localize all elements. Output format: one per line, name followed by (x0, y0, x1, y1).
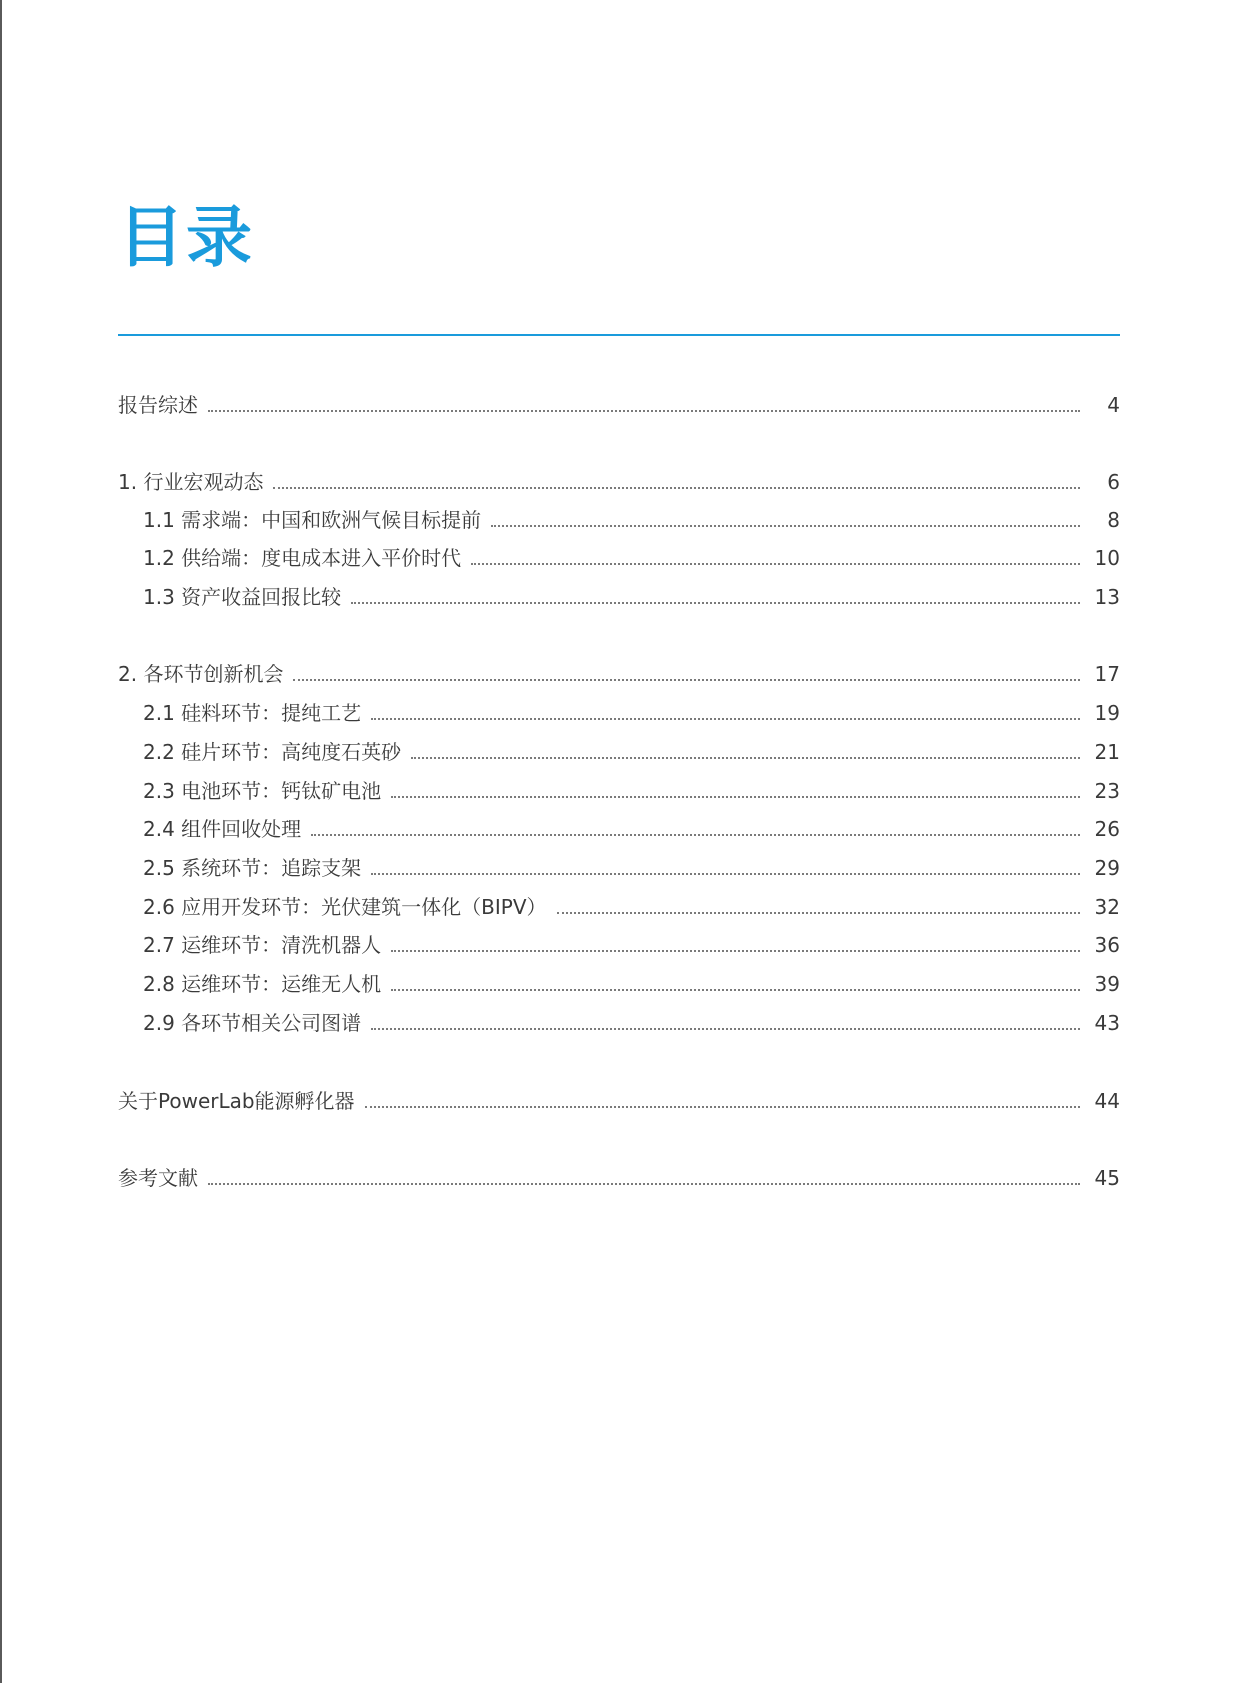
toc-entry-page: 13 (1094, 585, 1120, 609)
toc-entry-label: 2.2 硅片环节：高纯度石英砂 (143, 740, 402, 764)
toc-entry-label: 2.7 运维环节：清洗机器人 (143, 933, 382, 957)
toc-entry-section-2-7[interactable] (143, 930, 1120, 960)
toc-entry-section-2-9[interactable] (143, 1008, 1120, 1038)
page-title: 目录 (118, 199, 254, 276)
toc-leader-dots (371, 718, 1080, 720)
toc-entry-about[interactable] (118, 1086, 1120, 1116)
page-edge-line (0, 0, 2, 1683)
toc-entry-page: 39 (1094, 972, 1120, 996)
toc-leader-dots (491, 525, 1080, 527)
toc-entry-label: 2.9 各环节相关公司图谱 (143, 1011, 362, 1035)
toc-entry-section-1-1[interactable] (143, 505, 1120, 535)
toc-entry-references[interactable] (118, 1163, 1120, 1193)
toc-leader-dots (293, 679, 1080, 681)
toc-entry-page: 17 (1094, 662, 1120, 686)
toc-entry-page: 45 (1094, 1166, 1120, 1190)
toc-entry-label: 2.4 组件回收处理 (143, 817, 302, 841)
toc-leader-dots (391, 796, 1080, 798)
toc-leader-dots (411, 757, 1080, 759)
toc-entry-label: 1.3 资产收益回报比较 (143, 585, 342, 609)
toc-entry-label: 2. 各环节创新机会 (118, 662, 284, 686)
toc-leader-dots (208, 1183, 1080, 1185)
toc-entry-label: 2.5 系统环节：追踪支架 (143, 856, 362, 880)
toc-entry-section-1[interactable] (118, 467, 1120, 497)
toc-leader-dots (351, 602, 1080, 604)
toc-entry-page: 4 (1107, 393, 1120, 417)
toc-entry-section-2-2[interactable] (143, 737, 1120, 767)
toc-entry-page: 26 (1094, 817, 1120, 841)
toc-leader-dots (371, 873, 1080, 875)
toc-entry-section-2-8[interactable] (143, 969, 1120, 999)
toc-entry-page: 6 (1107, 470, 1120, 494)
toc-entry-section-1-3[interactable] (143, 582, 1120, 612)
toc-entry-section-1-2[interactable] (143, 543, 1120, 573)
toc-leader-dots (311, 834, 1080, 836)
toc-entry-label: 2.6 应用开发环节：光伏建筑一体化（BIPV） (143, 895, 547, 919)
title-divider (118, 334, 1120, 336)
toc-entry-page: 44 (1094, 1089, 1120, 1113)
toc-leader-dots (391, 950, 1080, 952)
toc-entry-label: 1.2 供给端：度电成本进入平价时代 (143, 546, 462, 570)
toc-entry-page: 36 (1094, 933, 1120, 957)
toc-entry-section-2-3[interactable] (143, 776, 1120, 806)
toc-entry-label: 关于PowerLab能源孵化器 (118, 1089, 355, 1113)
toc-entry-summary[interactable] (118, 390, 1120, 420)
toc-entry-label: 报告综述 (118, 393, 198, 417)
toc-leader-dots (273, 487, 1080, 489)
toc-entry-label: 参考文献 (118, 1166, 198, 1190)
toc-entry-page: 21 (1094, 740, 1120, 764)
toc-entry-section-2-1[interactable] (143, 698, 1120, 728)
toc-entry-page: 19 (1094, 701, 1120, 725)
toc-leader-dots (371, 1028, 1080, 1030)
toc-leader-dots (471, 563, 1080, 565)
toc-entry-page: 43 (1094, 1011, 1120, 1035)
toc-entry-label: 1. 行业宏观动态 (118, 470, 264, 494)
toc-leader-dots (391, 989, 1080, 991)
toc-entry-section-2-6[interactable] (143, 892, 1120, 922)
toc-entry-page: 8 (1107, 508, 1120, 532)
toc-entry-page: 10 (1094, 546, 1120, 570)
toc-entry-section-2[interactable] (118, 659, 1120, 689)
toc-entry-label: 1.1 需求端：中国和欧洲气候目标提前 (143, 508, 482, 532)
toc-leader-dots (365, 1106, 1080, 1108)
toc-leader-dots (557, 912, 1080, 914)
toc-entry-label: 2.3 电池环节：钙钛矿电池 (143, 779, 382, 803)
toc-entry-section-2-5[interactable] (143, 853, 1120, 883)
toc-entry-page: 32 (1094, 895, 1120, 919)
toc-entry-page: 23 (1094, 779, 1120, 803)
toc-leader-dots (208, 410, 1080, 412)
toc-entry-label: 2.8 运维环节：运维无人机 (143, 972, 382, 996)
toc-entry-label: 2.1 硅料环节：提纯工艺 (143, 701, 362, 725)
toc-entry-section-2-4[interactable] (143, 814, 1120, 844)
toc-entry-page: 29 (1094, 856, 1120, 880)
